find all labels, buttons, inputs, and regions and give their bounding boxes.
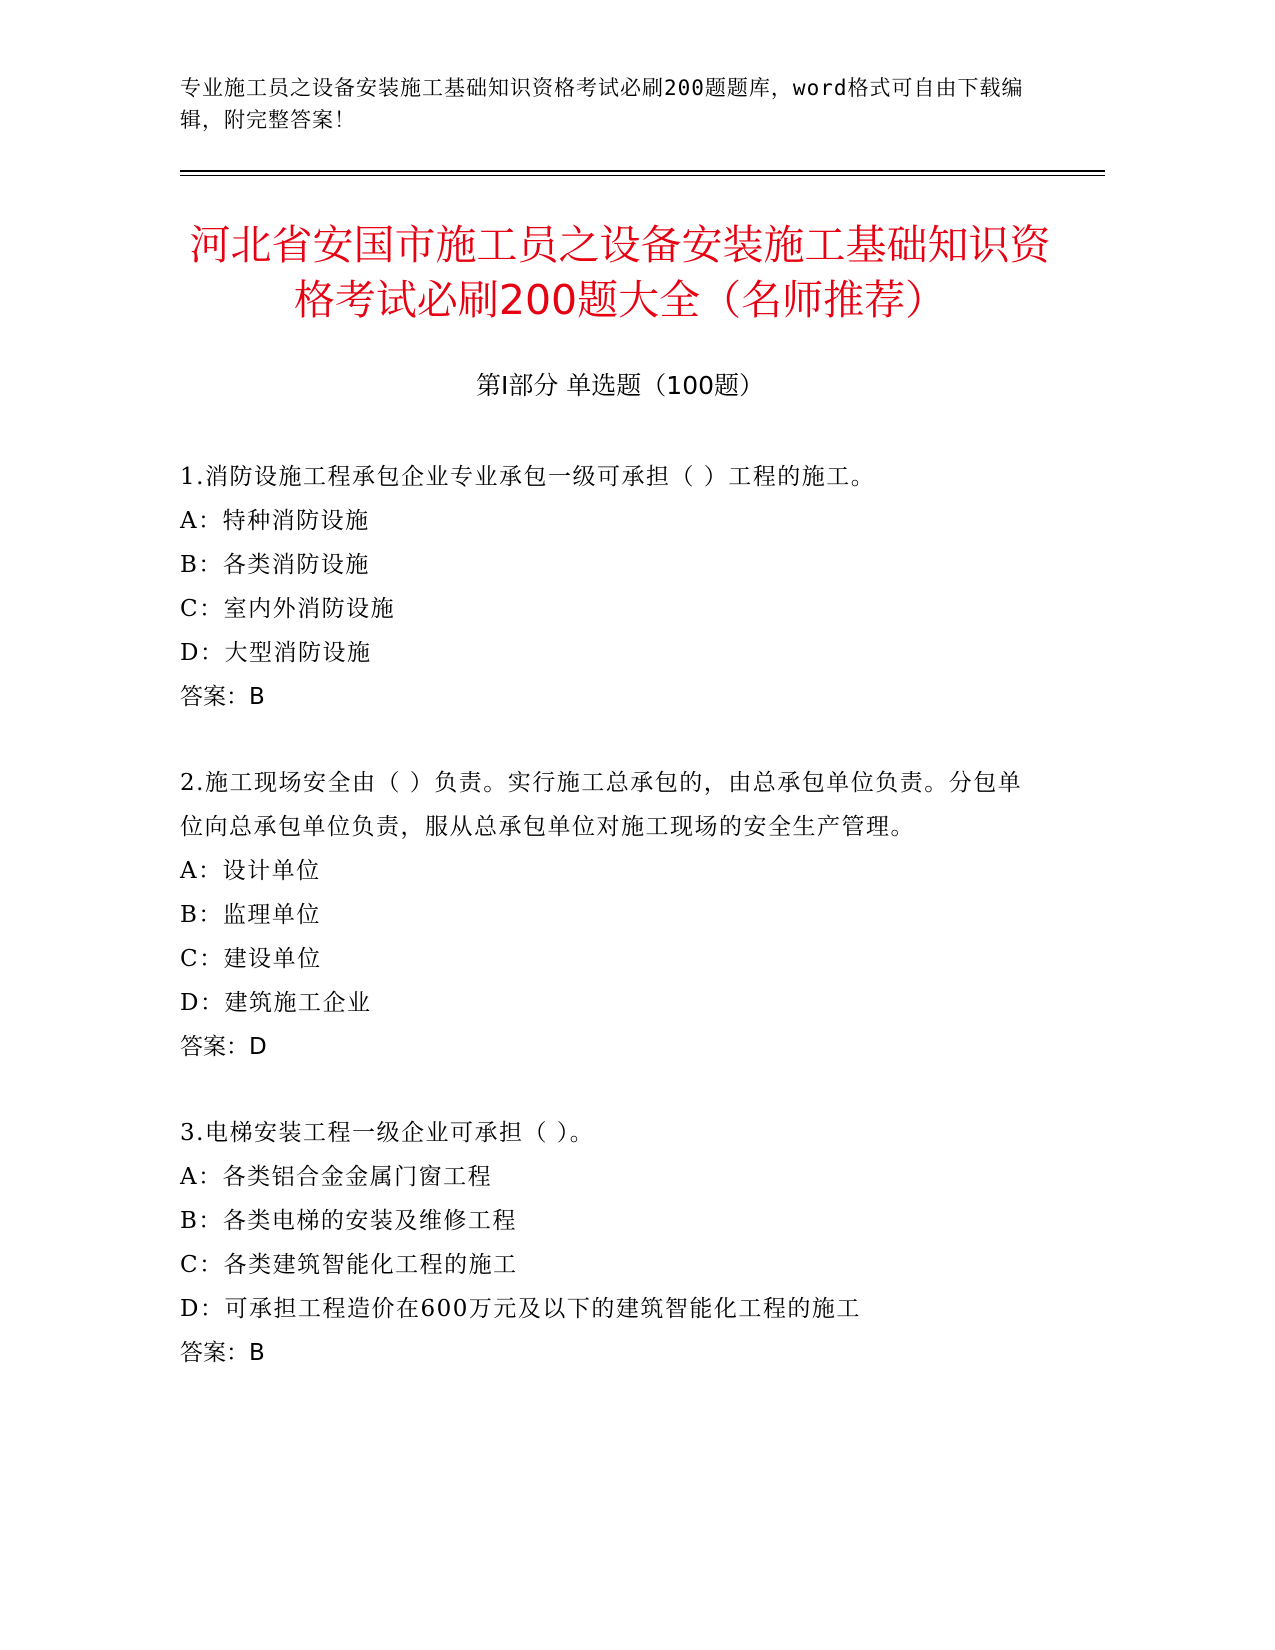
question-item: [180, 761, 1040, 1069]
document-title: 河北省安国市施工员之设备安装施工基础知识资格考试必刷200题大全（名师推荐）: [189, 221, 1051, 324]
question-list: [180, 455, 1040, 1417]
section-heading: 第Ⅰ部分 单选题（100题）: [475, 371, 765, 400]
header-divider-thick: [180, 170, 1105, 172]
option-b: B：监理单位: [180, 902, 321, 928]
question-item: [180, 455, 1040, 719]
option-b: B：各类电梯的安装及维修工程: [180, 1208, 517, 1234]
option-a: A：各类铝合金金属门窗工程: [180, 1164, 493, 1190]
option-c: C：室内外消防设施: [180, 596, 396, 622]
question-stem: 1.消防设施工程承包企业专业承包一级可承担（ ）工程的施工。: [180, 464, 876, 490]
option-b: B：各类消防设施: [180, 552, 370, 578]
option-d: D：可承担工程造价在600万元及以下的建筑智能化工程的施工: [180, 1296, 861, 1322]
option-d: D：大型消防设施: [180, 640, 372, 666]
header-divider-thin: [180, 175, 1105, 176]
question-stem: 3.电梯安装工程一级企业可承担（ ）。: [180, 1120, 595, 1146]
question-item: [180, 1111, 1040, 1375]
option-a: A：设计单位: [180, 858, 321, 884]
answer: 答案：B: [180, 1340, 265, 1366]
header-text: 专业施工员之设备安装施工基础知识资格考试必刷200题题库，word格式可自由下载编辑，附完整答案！: [180, 76, 1024, 132]
option-c: C：各类建筑智能化工程的施工: [180, 1252, 518, 1278]
question-stem: 2.施工现场安全由（ ）负责。实行施工总承包的，由总承包单位负责。分包单位向总承包单位负责，服从总承包单位对施工现场的安全生产管理。: [180, 770, 1023, 840]
option-a: A：特种消防设施: [180, 508, 370, 534]
option-d: D：建筑施工企业: [180, 990, 372, 1016]
option-c: C：建设单位: [180, 946, 322, 972]
answer: 答案：D: [180, 1034, 267, 1060]
answer: 答案：B: [180, 684, 265, 710]
